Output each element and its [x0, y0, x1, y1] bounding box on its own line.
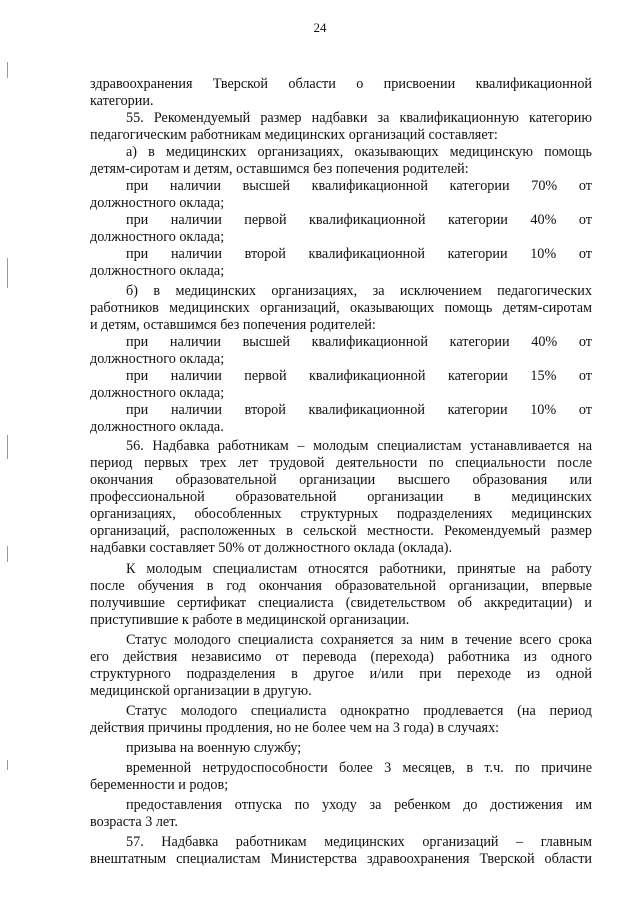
text-line: при наличии первой квалификационной категории 40% от: [126, 212, 592, 228]
text-line: призыва на военную службу;: [126, 740, 302, 756]
text-line: его действия независимо от перевода (перехода) работника из одного: [90, 649, 592, 665]
margin-mark: [7, 258, 8, 288]
text-line: педагогическим работникам медицинских организаций составляет:: [90, 127, 498, 143]
text-line: 55. Рекомендуемый размер надбавки за квалификационную категорию: [126, 110, 592, 126]
text-line: детям-сиротам и детям, оставшимся без попечения родителей:: [90, 161, 469, 177]
paragraph: [90, 797, 592, 831]
text-line: и детям, оставшимся без попечения родителей:: [90, 317, 376, 333]
text-line: организаций, расположенных в сельской местности. Рекомендуемый размер: [90, 523, 592, 539]
text-line: при наличии второй квалификационной категории 10% от: [126, 246, 592, 262]
paragraph: [90, 760, 592, 794]
paragraph: [90, 632, 592, 700]
text-line: окончания образовательной организации высшего образования или: [90, 472, 592, 488]
margin-mark: [7, 62, 8, 78]
paragraph: [90, 834, 592, 868]
text-line: К молодым специалистам относятся работники, принятые на работу: [126, 561, 592, 577]
text-line: 57. Надбавка работникам медицинских организаций – главным: [126, 834, 592, 850]
text-line: работников медицинских организаций, оказывающих помощь детям-сиротам: [90, 300, 592, 316]
text-line: период первых трех лет трудовой деятельности по специальности после: [90, 455, 592, 471]
text-line: б) в медицинских организациях, за исключением педагогических: [126, 283, 592, 299]
text-line: Статус молодого специалиста сохраняется за ним в течение всего срока: [126, 632, 592, 648]
text-line: а) в медицинских организациях, оказывающих медицинскую помощь: [126, 144, 592, 160]
text-line: структурного подразделения в другое и/или при переходе из одной: [90, 666, 592, 682]
text-line: получившие сертификат специалиста (свидетельством об аккредитации) и: [90, 595, 592, 611]
text-line: профессиональной образовательной организации в медицинских: [90, 489, 592, 505]
paragraph: [90, 402, 592, 436]
paragraph: [90, 561, 592, 629]
text-line: здравоохранения Тверской области о присвоении квалификационной: [90, 76, 592, 92]
text-line: должностного оклада.: [90, 419, 224, 435]
text-line: внештатным специалистам Министерства здравоохранения Тверской области: [90, 851, 592, 867]
text-line: категории.: [90, 93, 154, 109]
paragraph: [90, 283, 592, 334]
text-line: надбавки составляет 50% от должностного оклада (оклада).: [90, 540, 453, 556]
paragraph: [90, 703, 592, 737]
text-line: предоставления отпуска по уходу за ребенком до достижения им: [126, 797, 592, 813]
margin-mark: [7, 546, 8, 562]
paragraph: [90, 110, 592, 144]
paragraph: [90, 246, 592, 280]
text-line: должностного оклада;: [90, 385, 225, 401]
text-line: при наличии высшей квалификационной категории 70% от: [126, 178, 592, 194]
text-line: при наличии первой квалификационной категории 15% от: [126, 368, 592, 384]
text-line: временной нетрудоспособности более 3 месяцев, в т.ч. по причине: [126, 760, 592, 776]
text-line: приступившие к работе в медицинской организации.: [90, 612, 410, 628]
paragraph: [90, 334, 592, 368]
text-line: возраста 3 лет.: [90, 814, 178, 830]
text-line: Статус молодого специалиста однократно продлевается (на период: [126, 703, 592, 719]
paragraph: [90, 178, 592, 212]
text-line: должностного оклада;: [90, 195, 225, 211]
document-body: [90, 76, 592, 868]
text-line: должностного оклада;: [90, 263, 225, 279]
text-line: 56. Надбавка работникам – молодым специалистам устанавливается на: [126, 438, 592, 454]
text-line: беременности и родов;: [90, 777, 229, 793]
paragraph: [90, 438, 592, 557]
text-line: медицинской организации в другую.: [90, 683, 312, 699]
text-line: после обучения в год окончания образовательной организации, впервые: [90, 578, 592, 594]
paragraph: [90, 740, 592, 757]
text-line: должностного оклада;: [90, 229, 225, 245]
text-line: действия причины продления, но не более чем на 3 года) в случаях:: [90, 720, 500, 736]
paragraph: [90, 76, 592, 110]
text-line: при наличии второй квалификационной категории 10% от: [126, 402, 592, 418]
text-line: при наличии высшей квалификационной категории 40% от: [126, 334, 592, 350]
margin-mark: [7, 435, 8, 459]
page-number: 24: [313, 20, 327, 35]
text-line: должностного оклада;: [90, 351, 225, 367]
paragraph: [90, 368, 592, 402]
text-line: организациях, обособленных структурных подразделениях медицинских: [90, 506, 592, 522]
margin-mark: [7, 760, 8, 770]
paragraph: [90, 144, 592, 178]
paragraph: [90, 212, 592, 246]
